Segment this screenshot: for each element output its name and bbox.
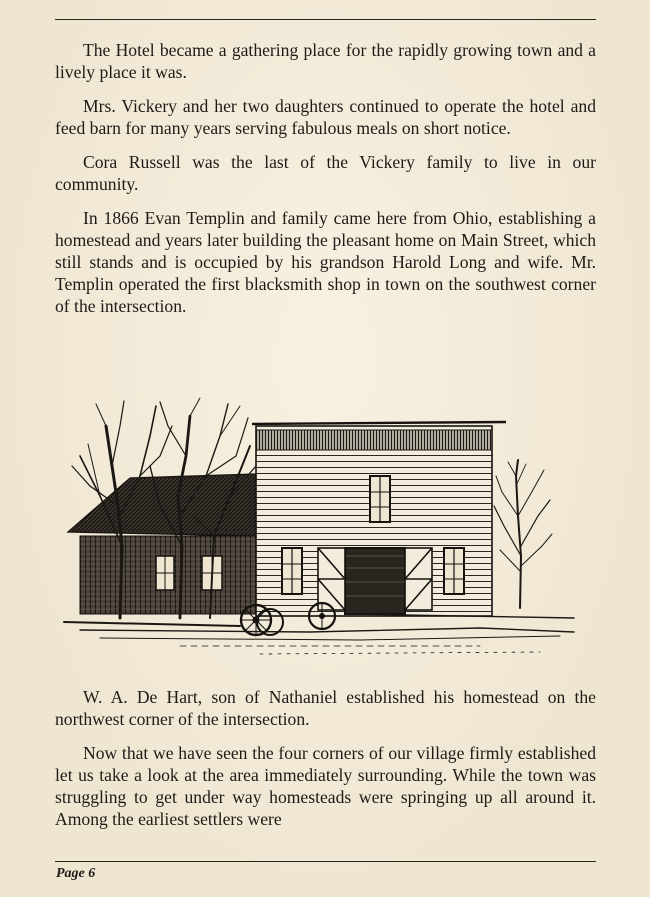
lean-to-wall xyxy=(80,536,256,614)
paragraph-templin: In 1866 Evan Templin and family came here from Ohio, establishing a homestead and years later building the pleasant home on Main Street, which still stands and is occupied by his grandson Harold Long and wife. Mr. Templin operated the first blacksmith shop in town on the southwest corner of the intersection. xyxy=(55,208,596,316)
paragraph-vickery: Mrs. Vickery and her two daughters continued to operate the hotel and feed barn for many years serving fabulous meals on short notice. xyxy=(55,96,596,138)
ground-lines xyxy=(64,614,574,654)
lean-to-roof xyxy=(68,474,256,536)
text-block-upper xyxy=(55,39,596,317)
paragraph-de-hart: W. A. De Hart, son of Nathaniel established his homestead on the northwest corner of the intersection. xyxy=(55,687,596,729)
paragraph-hotel: The Hotel became a gathering place for the rapidly growing town and a lively place it was. xyxy=(55,40,596,82)
bare-tree-right xyxy=(494,460,552,608)
paragraph-four-corners: Now that we have seen the four corners of our village firmly established let us take a look at the area immediately surrounding. While the town was struggling to get under way homesteads were springing up all around it. Among the earliest settlers were xyxy=(55,743,596,829)
text-block-lower xyxy=(55,686,596,830)
main-building xyxy=(252,422,506,616)
paragraph-cora-russell: Cora Russell was the last of the Vickery family to live in our community. xyxy=(55,152,596,194)
blacksmith-shop-illustration xyxy=(60,396,580,668)
page-number: Page 6 xyxy=(56,866,96,881)
top-rule xyxy=(55,19,596,20)
bottom-rule xyxy=(55,861,596,862)
